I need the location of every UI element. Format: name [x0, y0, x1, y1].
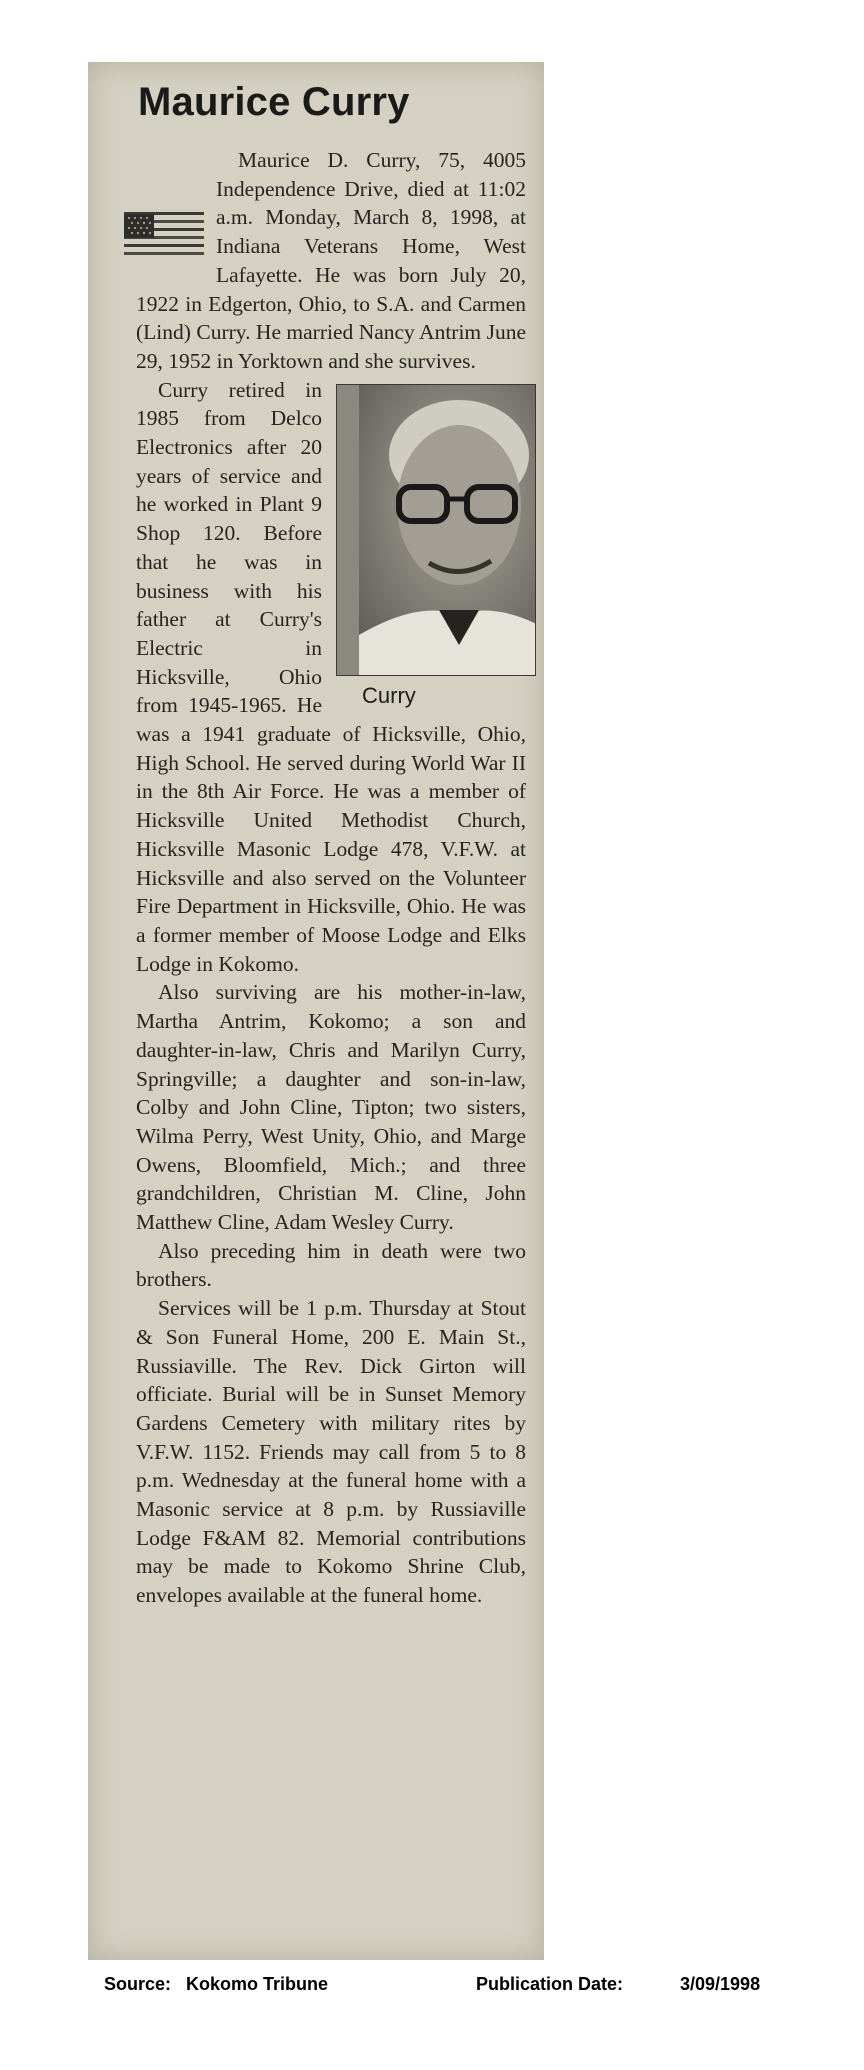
paragraph-survivors: Also surviving are his mother-in-law, Martha Antrim, Kokomo; a son and daughter-in-law, Chris and Marilyn Curry, Springville; a daughter and son-in-law, Colby and John Cline, Tipton; two sisters, Wilma Perry, West Unity, Ohio, and Marge Owens, Bloomfield, Mich.; and three grandchildren, Christian M. Cline, John Matthew Cline, Adam Wesley Curry. — [136, 980, 526, 1235]
portrait-photo-block — [336, 384, 536, 708]
paragraph-services: Services will be 1 p.m. Thursday at Stout & Son Funeral Home, 200 E. Main St., Russiaville. The Rev. Dick Girton will officiate. Burial will be in Sunset Memory Gardens Cemetery with military rites by V.F.W. 1152. Friends may call from 5 to 8 p.m. Wednesday at the funeral home with a Masonic service at 8 p.m. by Russiaville Lodge F&AM 82. Memorial contributions may be made to Kokomo Shrine Club, envelopes available at the funeral home. — [136, 1296, 526, 1608]
paragraph-career-text: Curry retired in 1985 from Delco Electronics after 20 years of service and he worked in Plant 9 Shop 120. Before that he was in business with his father at Curry's Electric in Hicksville, Ohio from 1945-1965. He was a 1941 graduate of Hicksville, Ohio, High School. He served during World War II in the 8th Air Force. He was a member of Hicksville United Methodist Church, Hicksville Masonic Lodge 478, V.F.W. at Hicksville and also served on the Volunteer Fire Department in Hicksville, Ohio. He was a former member of Moose Lodge and Elks Lodge in Kokomo. — [136, 377, 526, 976]
obituary-headline: Maurice Curry — [138, 80, 410, 124]
portrait-photo — [336, 384, 536, 676]
publication-date-value: 3/09/1998 — [680, 1974, 761, 1994]
american-flag-icon — [122, 204, 208, 266]
photo-caption: Curry — [362, 682, 416, 708]
newspaper-clipping — [88, 62, 544, 1960]
source-value: Kokomo Tribune — [186, 1974, 329, 1994]
source-line — [104, 1974, 328, 1995]
paragraph-death-notice: Maurice D. Curry, 75, 4005 Independence Drive, died at 11:02 a.m. Monday, March 8, 1998, at Indiana Veterans Home, West Lafayette. He was born July 20, 1922 in Edgerton, Ohio, to S.A. and Carmen (Lind) Curry. He married Nancy Antrim June 29, 1952 in Yorktown and she survives. — [136, 148, 526, 373]
paragraph-career — [136, 376, 526, 979]
paragraph-preceded: Also preceding him in death were two brothers. — [136, 1238, 526, 1292]
obituary-body — [136, 146, 526, 1610]
publication-date-label: Publication Date: — [476, 1974, 624, 1994]
source-label: Source: — [104, 1974, 172, 1994]
